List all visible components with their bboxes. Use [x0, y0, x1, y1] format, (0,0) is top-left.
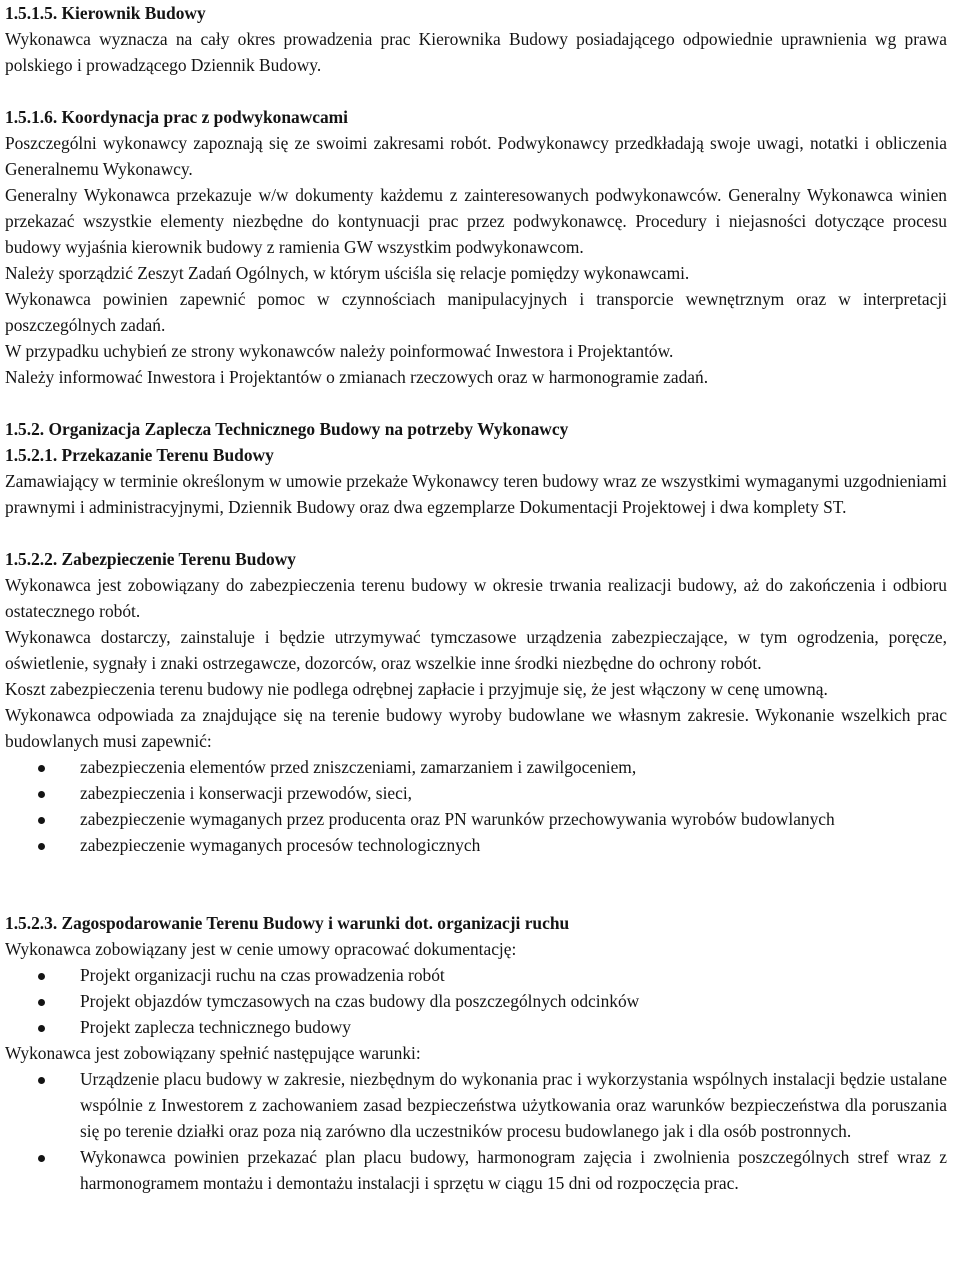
- section-heading-organizacja: 1.5.2. Organizacja Zaplecza Technicznego Budowy na potrzeby Wykonawcy: [5, 419, 569, 439]
- bullet-icon: [38, 765, 45, 772]
- bullet-list-dokumentacja: [5, 962, 947, 1040]
- subsection-heading-przekazanie: 1.5.2.1. Przekazanie Terenu Budowy: [5, 445, 274, 465]
- list-item: Projekt zaplecza technicznego budowy: [5, 1014, 947, 1040]
- paragraph: Należy sporządzić Zeszyt Zadań Ogólnych, w którym uściśla się relacje pomiędzy wykonawcami.: [5, 263, 690, 283]
- spacer: [5, 78, 947, 104]
- subsection-heading-zabezpieczenie: 1.5.2.2. Zabezpieczenie Terenu Budowy: [5, 549, 296, 569]
- bullet-icon: [38, 817, 45, 824]
- list-item: Wykonawca powinien przekazać plan placu budowy, harmonogram zajęcia i zwolnienia poszczególnych stref wraz z harmonogramem montażu i demontażu instalacji i sprzętu w ciągu 15 dni od rozpoczęcia prac.: [5, 1144, 947, 1196]
- bullet-icon: [38, 843, 45, 850]
- list-item: zabezpieczenie wymaganych przez producenta oraz PN warunków przechowywania wyrobów budowlanych: [5, 806, 947, 832]
- paragraph: Wykonawca powinien zapewnić pomoc w czynnościach manipulacyjnych i transporcie wewnętrznym oraz w interpretacji poszczególnych zadań.: [5, 289, 947, 335]
- bullet-icon: [38, 999, 45, 1006]
- section-heading-koordynacja: 1.5.1.6. Koordynacja prac z podwykonawcami: [5, 107, 348, 127]
- paragraph: Wykonawca wyznacza na cały okres prowadzenia prac Kierownika Budowy posiadającego odpowiednie uprawnienia wg prawa polskiego i prowadzącego Dziennik Budowy.: [5, 29, 947, 75]
- list-item: Projekt objazdów tymczasowych na czas budowy dla poszczególnych odcinków: [5, 988, 947, 1014]
- paragraph: Wykonawca odpowiada za znajdujące się na terenie budowy wyroby budowlane we własnym zakresie. Wykonanie wszelkich prac budowlanych musi zapewnić:: [5, 705, 947, 751]
- paragraph: W przypadku uchybień ze strony wykonawców należy poinformować Inwestora i Projektantów.: [5, 341, 674, 361]
- paragraph: Wykonawca jest zobowiązany do zabezpieczenia terenu budowy w okresie trwania realizacji budowy, aż do zakończenia i odbioru ostatecznego robót.: [5, 575, 947, 621]
- paragraph: Wykonawca dostarczy, zainstaluje i będzie utrzymywać tymczasowe urządzenia zabezpieczające, w tym ogrodzenia, poręcze, oświetlenie, sygnały i znaki ostrzegawcze, dozorców, oraz wszelkie inne środki niezbędne do ochrony robót.: [5, 627, 947, 673]
- paragraph: Wykonawca jest zobowiązany spełnić następujące warunki:: [5, 1043, 421, 1063]
- section-heading-kierownik: 1.5.1.5. Kierownik Budowy: [5, 3, 206, 23]
- subsection-heading-zagospodarowanie: 1.5.2.3. Zagospodarowanie Terenu Budowy i warunki dot. organizacji ruchu: [5, 913, 570, 933]
- bullet-icon: [38, 1077, 45, 1084]
- paragraph: Zamawiający w terminie określonym w umowie przekaże Wykonawcy teren budowy wraz ze wszystkimi wymaganymi uzgodnieniami prawnymi i administracyjnymi, Dziennik Budowy oraz dwa egzemplarze Dokumentacji Projektowej i dwa komplety ST.: [5, 471, 947, 517]
- list-item: Urządzenie placu budowy w zakresie, niezbędnym do wykonania prac i wykorzystania wspólnych instalacji będzie ustalane wspólnie z Inwestorem z zachowaniem zasad bezpieczeństwa użytkowania oraz warunków bezpieczeństwa dla poruszania się po terenie działki oraz poza nią zarówno dla uczestników procesu budowlanego jak i dla osób postronnych.: [5, 1066, 947, 1144]
- paragraph: Poszczególni wykonawcy zapoznają się ze swoimi zakresami robót. Podwykonawcy przedkładają swoje uwagi, notatki i obliczenia Generalnemu Wykonawcy.: [5, 133, 947, 179]
- list-item: zabezpieczenia elementów przed zniszczeniami, zamarzaniem i zawilgoceniem,: [5, 754, 947, 780]
- paragraph: Generalny Wykonawca przekazuje w/w dokumenty każdemu z zainteresowanych podwykonawców. Generalny Wykonawca winien przekazać wszystkie elementy niezbędne do kontynuacji prac przez podwykonawcę. Procedury i niejasności dotyczące procesu budowy wyjaśnia kierownik budowy z ramienia GW wszystkim podwykonawcom.: [5, 185, 947, 257]
- paragraph: Należy informować Inwestora i Projektantów o zmianach rzeczowych oraz w harmonogramie zadań.: [5, 367, 709, 387]
- bullet-icon: [38, 791, 45, 798]
- bullet-icon: [38, 1025, 45, 1032]
- bullet-list-zabezpieczenia: [5, 754, 947, 858]
- bullet-list-warunki: [5, 1066, 947, 1196]
- spacer: [5, 520, 947, 546]
- paragraph: Wykonawca zobowiązany jest w cenie umowy opracować dokumentację:: [5, 939, 517, 959]
- list-item: zabezpieczenie wymaganych procesów technologicznych: [5, 832, 947, 858]
- spacer: [5, 390, 947, 416]
- bullet-icon: [38, 1155, 45, 1162]
- spacer: [5, 858, 947, 910]
- paragraph: Koszt zabezpieczenia terenu budowy nie podlega odrębnej zapłacie i przyjmuje się, że jest włączony w cenę umowną.: [5, 679, 828, 699]
- list-item: zabezpieczenia i konserwacji przewodów, sieci,: [5, 780, 947, 806]
- bullet-icon: [38, 973, 45, 980]
- list-item: Projekt organizacji ruchu na czas prowadzenia robót: [5, 962, 947, 988]
